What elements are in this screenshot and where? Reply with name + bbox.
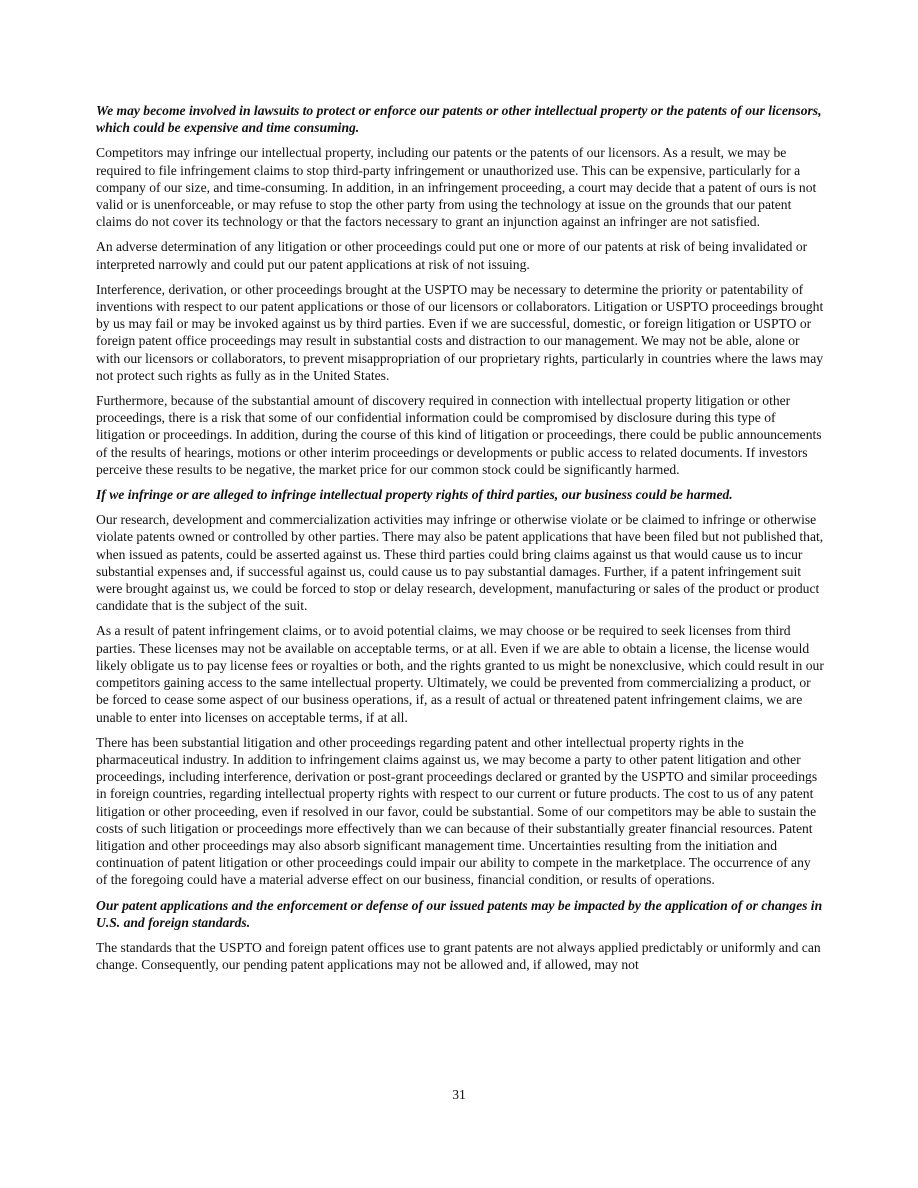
document-page (96, 102, 824, 981)
section-heading-third-party-rights: If we infringe or are alleged to infringe intellectual property rights of third parties, our business could be harmed. (96, 487, 733, 503)
paragraph-substantial-litigation: There has been substantial litigation and other proceedings regarding patent and other intellectual property rights in the pharmaceutical industry. In addition to infringement claims against us, we may become a party to other patent litigation and other proceedings, including interference, derivation or post-grant proceedings declared or granted by the USPTO and similar proceedings in foreign countries, regarding intellectual property rights with respect to our current or future products. The cost to us of any patent litigation or other proceeding, even if resolved in our favor, could be substantial. Some of our competitors may be able to sustain the costs of such litigation or proceedings more effectively than we can because of their substantially greater financial resources. Patent litigation and other proceedings may also absorb significant management time. Uncertainties resulting from the initiation and continuation of patent litigation or other proceedings could impair our ability to compete in the marketplace. The occurrence of any of the foregoing could have a material adverse effect on our business, financial condition, or results of operations. (96, 734, 818, 888)
paragraph-uspto-standards: The standards that the USPTO and foreign patent offices use to grant patents are not always applied predictably or uniformly and can change. Consequently, our pending patent applications may not be allowed and, if allowed, may not (96, 939, 821, 973)
paragraph-research-activities: Our research, development and commercialization activities may infringe or otherwise violate or be claimed to infringe or otherwise violate patents owned or controlled by other parties. There may also be patent applications that have been filed but not published that, when issued as patents, could be asserted against us. These third parties could bring claims against us that would cause us to incur substantial expenses and, if successful against us, could cause us to pay substantial damages. Further, if a patent infringement suit were brought against us, we could be forced to stop or delay research, development, manufacturing or sales of the product or product candidate that is the subject of the suit. (96, 512, 824, 614)
paragraph-adverse-determination: An adverse determination of any litigation or other proceedings could put one or more of our patents at risk of being invalidated or interpreted narrowly and could put our patent applications at risk of not issuing. (96, 239, 808, 272)
paragraph-discovery-risk: Furthermore, because of the substantial amount of discovery required in connection with intellectual property litigation or other proceedings, there is a risk that some of our confidential information could be compromised by disclosure during this type of litigation or proceedings. In addition, during the course of this kind of litigation or proceedings, there could be public announcements of the results of hearings, motions or other interim proceedings or developments or public access to related documents. If investors perceive these results to be negative, the market price for our common stock could be significantly harmed. (96, 393, 822, 477)
paragraph-licenses: As a result of patent infringement claims, or to avoid potential claims, we may choose or be required to seek licenses from third parties. These licenses may not be available on acceptable terms, or at all. Even if we are able to obtain a license, the license would likely obligate us to pay license fees or royalties or both, and the rights granted to us might be nonexclusive, which could result in our competitors gaining access to the same intellectual property. Ultimately, we could be prevented from commercializing a product, or be forced to cease some aspect of our business operations, if, as a result of actual or threatened patent infringement claims, we are unable to enter into licenses on acceptable terms, if at all. (96, 623, 824, 725)
page-number: 31 (452, 1087, 466, 1102)
paragraph-competitors-infringe: Competitors may infringe our intellectual property, including our patents or the patents of our licensors. As a result, we may be required to file infringement claims to stop third-party infringement or unauthorized use. This can be expensive, particularly for a company of our size, and time-consuming. In addition, in an infringement proceeding, a court may decide that a patent of ours is not valid or is unenforceable, or may refuse to stop the other party from using the technology at issue on the grounds that our patent claims do not cover its technology or that the factors necessary to grant an injunction against an infringer are not satisfied. (96, 145, 817, 230)
paragraph-interference-derivation: Interference, derivation, or other proceedings brought at the USPTO may be necessary to determine the priority or patentability of inventions with respect to our patent applications or those of our licensors or collaborators. Litigation or USPTO proceedings brought by us may fail or may be invoked against us by third parties. Even if we are successful, domestic, or foreign litigation or USPTO or foreign patent office proceedings may result in substantial costs and distraction to our management. We may not be able, alone or with our licensors or collaborators, to prevent misappropriation of our proprietary rights, particularly in countries where the laws may not protect such rights as fully as in the United States. (96, 281, 824, 383)
section-heading-standards: Our patent applications and the enforcement or defense of our issued patents may be impacted by the application of or changes in U.S. and foreign standards. (96, 897, 823, 930)
section-heading-lawsuits: We may become involved in lawsuits to protect or enforce our patents or other intellectual property or the patents of our licensors, which could be expensive and time consuming. (96, 103, 822, 136)
